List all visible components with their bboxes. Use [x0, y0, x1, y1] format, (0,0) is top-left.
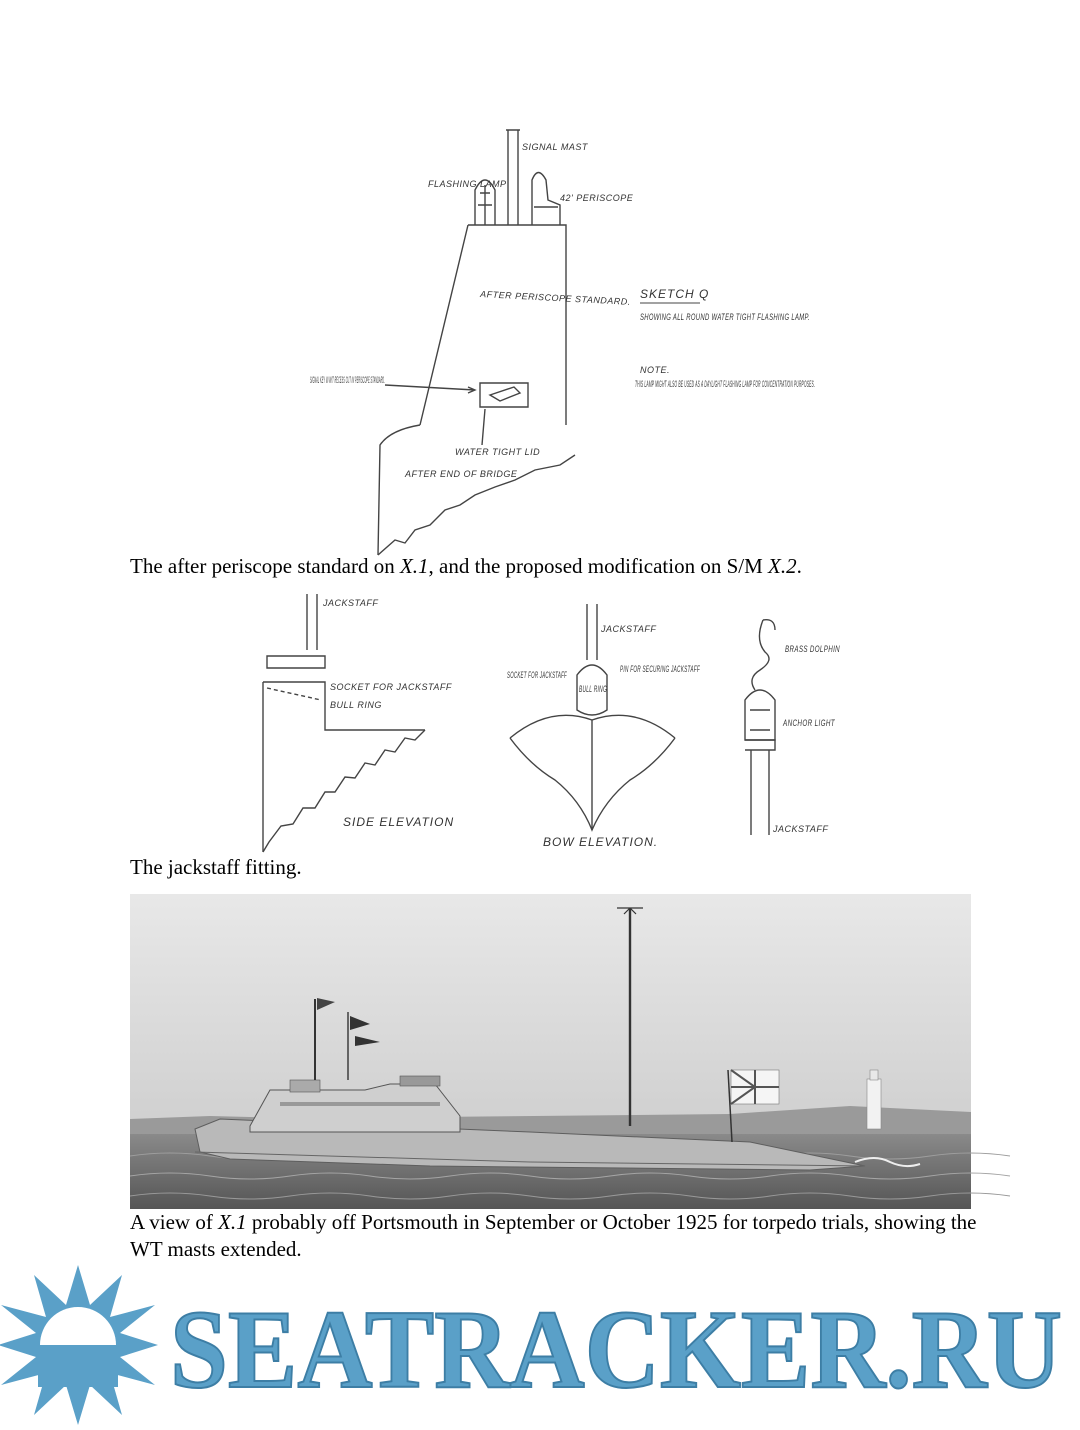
- caption3-vessel-x1: X.1: [218, 1210, 247, 1234]
- label-after-end-bridge: AFTER END OF BRIDGE: [405, 469, 518, 479]
- sketch-title: SKETCH Q: [640, 287, 710, 301]
- note-title: NOTE.: [640, 365, 671, 375]
- label-socket: SOCKET FOR JACKSTAFF: [330, 682, 452, 692]
- caption-periscope: [130, 553, 990, 580]
- label-socket-for-jackstaff: SOCKET FOR JACKSTAFF: [507, 670, 567, 680]
- submarine-photo: [130, 894, 971, 1209]
- label-jackstaff-side: JACKSTAFF: [323, 598, 379, 608]
- label-water-tight-lid: WATER TIGHT LID: [455, 447, 541, 457]
- note-text: THIS LAMP MIGHT ALSO BE USED AS A DAYLIGHT FLASHING LAMP FOR CONCENTRATION PURPOSES.: [635, 379, 815, 389]
- caption1-text: The after periscope standard on: [130, 554, 400, 578]
- label-signal-mast: SIGNAL MAST: [522, 142, 588, 152]
- site-logo[interactable]: [0, 1265, 1080, 1425]
- label-anchor-light: ANCHOR LIGHT: [782, 718, 836, 728]
- caption-photo: [130, 1209, 990, 1263]
- label-after-periscope-standard: AFTER PERISCOPE STANDARD.: [479, 289, 632, 307]
- label-pin: PIN FOR SECURING JACKSTAFF: [620, 664, 701, 674]
- logo-text: SEATRACKER.RU: [170, 1288, 1062, 1412]
- label-side-elevation: SIDE ELEVATION: [343, 815, 455, 829]
- label-bull-ring-bow: BULL RING: [579, 684, 607, 694]
- caption-jackstaff: The jackstaff fitting.: [130, 855, 302, 879]
- caption1-vessel-x1: X.1: [399, 554, 429, 578]
- caption1-vessel-x2: X.2: [768, 554, 797, 578]
- caption1-mid: , and the proposed modification on S/M: [428, 554, 769, 578]
- sketch-description: SHOWING ALL ROUND WATER TIGHT FLASHING LAMP.: [640, 312, 810, 322]
- caption1-end: .: [796, 554, 802, 578]
- label-bull-ring: BULL RING: [330, 700, 382, 710]
- label-brass-dolphin: BRASS DOLPHIN: [785, 644, 840, 654]
- label-jackstaff-light: JACKSTAFF: [773, 824, 829, 834]
- jackstaff-sketch: [255, 590, 845, 855]
- caption3-start: A view of: [130, 1210, 219, 1234]
- label-signal-key: SIGNAL KEY IN W/T RECESS CUT IN PERISCOPE STANDARD.: [310, 375, 385, 385]
- label-bow-elevation: BOW ELEVATION.: [543, 835, 659, 849]
- periscope-sketch: [270, 125, 820, 555]
- label-periscope: 42' PERISCOPE: [560, 193, 634, 203]
- label-flashing-lamp: FLASHING LAMP: [428, 179, 507, 189]
- caption3-end: probably off Portsmouth in September or October 1925 for torpedo trials, showing the WT masts extended.: [130, 1210, 977, 1261]
- sun-icon: [0, 1265, 158, 1425]
- label-jackstaff-bow: JACKSTAFF: [601, 624, 657, 634]
